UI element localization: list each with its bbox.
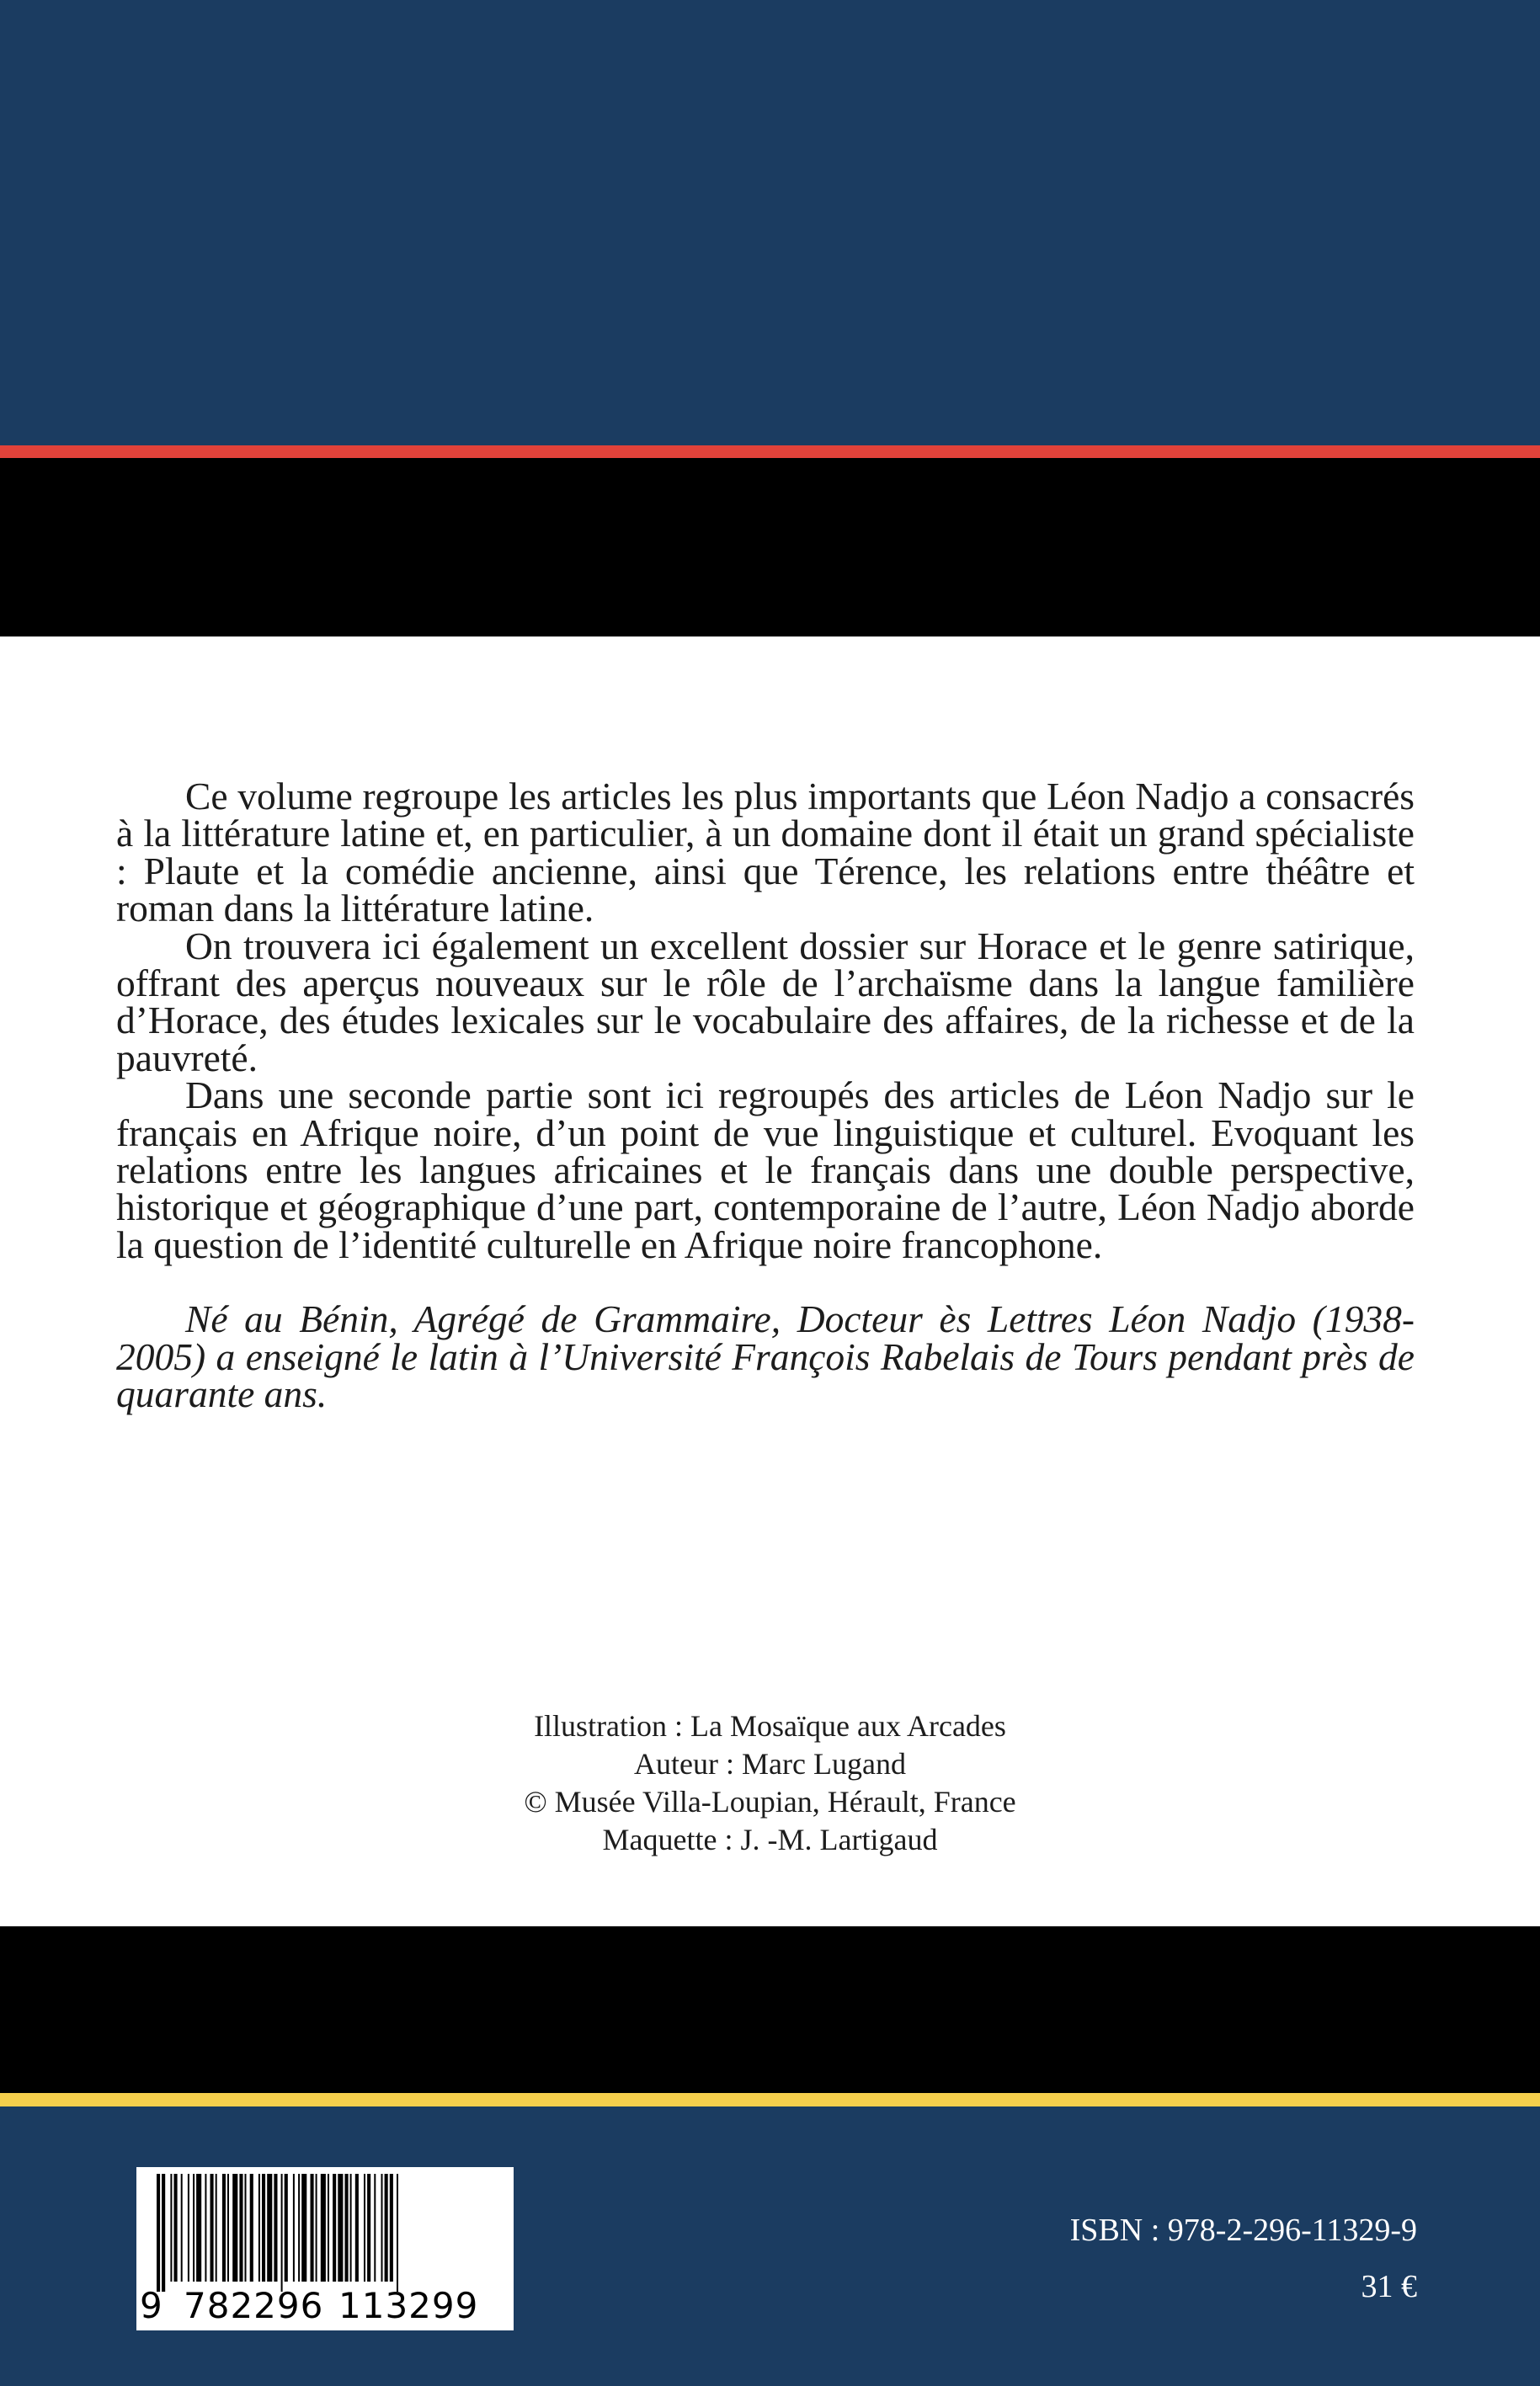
barcode-left-group: 782296 xyxy=(184,2285,324,2326)
price-label: 31 € xyxy=(1361,2269,1417,2304)
barcode-bars-icon xyxy=(157,2174,493,2292)
blurb-paragraph: Ce volume regroupe les articles les plus importants que Léon Nadjo a consacrés à la littérature latine et, en particulier, à un domaine dont il était un grand spécialiste : Plaute et la comédie ancienne, ainsi que Térence, les relations entre théâtre et roman dans la littérature latine. xyxy=(116,775,1415,930)
top-red-stripe xyxy=(0,445,1540,458)
author-bio: Né au Bénin, Agrégé de Grammaire, Docteur ès Lettres Léon Nadjo (1938-2005) a enseigné le latin à l’Université François Rabelais de Tours pendant près de quarante ans. xyxy=(116,1297,1415,1416)
barcode-right-group: 113299 xyxy=(338,2285,479,2326)
isbn-label: ISBN : 978-2-296-11329-9 xyxy=(1069,2213,1417,2248)
bottom-black-band xyxy=(0,1926,1540,2093)
credit-line: Auteur : Marc Lugand xyxy=(634,1747,906,1781)
credit-line: © Musée Villa-Loupian, Hérault, France xyxy=(524,1785,1016,1819)
cover-credits xyxy=(0,1707,1540,1859)
credit-line: Illustration : La Mosaïque aux Arcades xyxy=(534,1709,1006,1743)
barcode-digits xyxy=(136,2287,514,2325)
back-cover-blurb xyxy=(116,775,1415,1416)
top-blue-band xyxy=(0,0,1540,445)
credit-line: Maquette : J. -M. Lartigaud xyxy=(602,1823,938,1856)
barcode xyxy=(136,2167,514,2330)
blurb-paragraph: Dans une seconde partie sont ici regroupés des articles de Léon Nadjo sur le français en Afrique noire, d’un point de vue linguistique et culturel. Evoquant les relations entre les langues africaines et le français dans une double perspective, historique et géographique d’une part, contemporaine de l’autre, Léon Nadjo aborde la question de l’identité culturelle en Afrique noire francophone. xyxy=(116,1073,1415,1266)
blurb-paragraph: On trouvera ici également un excellent dossier sur Horace et le genre satirique, offrant des aperçus nouveaux sur le rôle de l’archaïsme dans la langue familière d’Horace, des études lexicales sur le vocabulaire des affaires, de la richesse et de la pauvreté. xyxy=(116,924,1415,1079)
top-black-band xyxy=(0,458,1540,636)
barcode-first-digit: 9 xyxy=(140,2285,163,2326)
bottom-yellow-stripe xyxy=(0,2093,1540,2106)
